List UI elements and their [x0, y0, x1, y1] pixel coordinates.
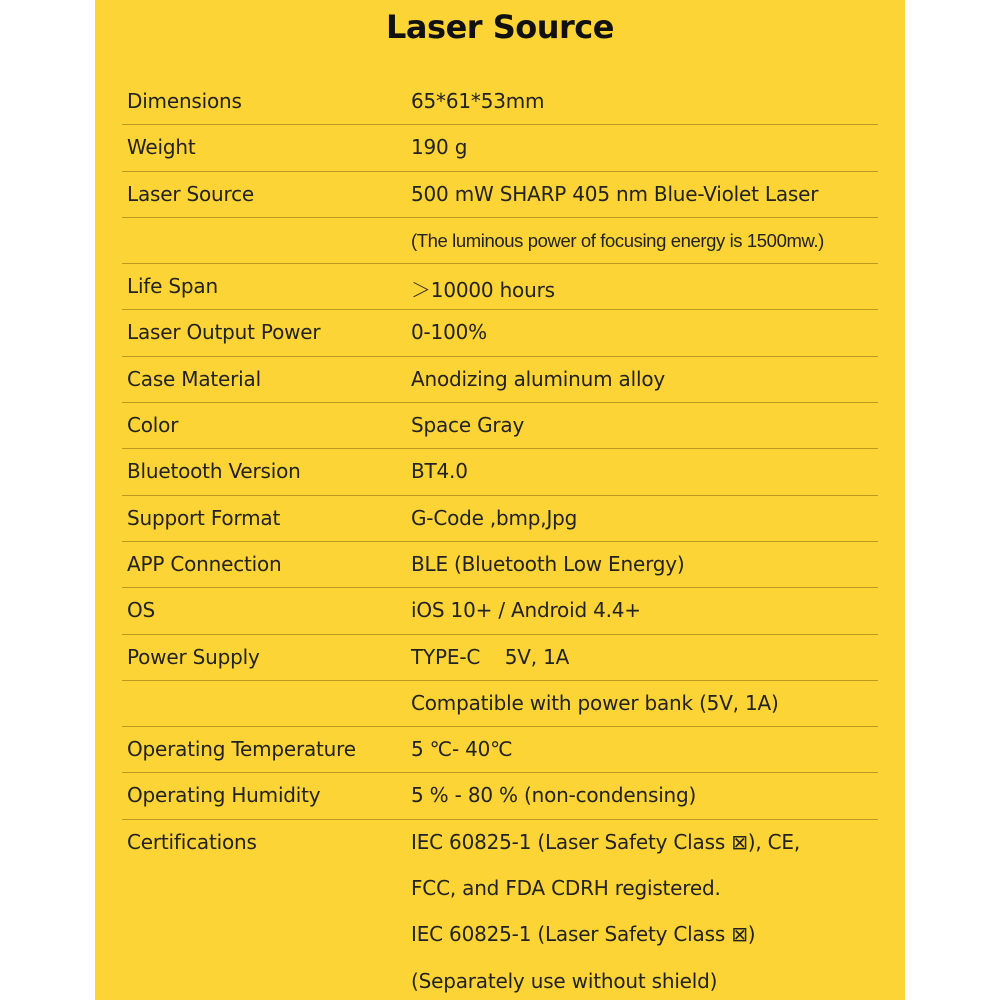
spec-row-certifications: [122, 820, 878, 866]
spec-label: Life Span: [127, 274, 218, 299]
spec-label: Laser Output Power: [127, 320, 321, 345]
spec-row-operating-humidity: [122, 773, 878, 819]
spec-value: Space Gray: [411, 413, 525, 438]
spec-row-laser-source: [122, 172, 878, 218]
spec-label: Operating Humidity: [127, 783, 321, 808]
spec-row-laser-source-note: [122, 218, 878, 264]
spec-value: (The luminous power of focusing energy is 1500mw.): [411, 229, 824, 251]
spec-label: Weight: [127, 135, 196, 160]
spec-row-power-supply-note: [122, 681, 878, 727]
spec-value: 5 % - 80 % (non-condensing): [411, 783, 697, 808]
spec-value: 190 g: [411, 135, 468, 160]
spec-row-app-connection: [122, 542, 878, 588]
spec-row-color: [122, 403, 878, 449]
spec-value: 0-100%: [411, 320, 487, 345]
spec-value: G-Code ,bmp,Jpg: [411, 505, 578, 530]
spec-row-laser-output-power: [122, 310, 878, 356]
spec-row-operating-temperature: [122, 727, 878, 773]
spec-value: 5 ℃- 40℃: [411, 737, 513, 762]
spec-row-case-material: [122, 357, 878, 403]
spec-row-certifications-line2: [122, 866, 878, 912]
spec-row-support-format: [122, 496, 878, 542]
spec-value: TYPE-C 5V, 1A: [411, 644, 570, 669]
spec-label: APP Connection: [127, 551, 282, 576]
spec-row-certifications-line3: [122, 912, 878, 958]
spec-value: BLE (Bluetooth Low Energy): [411, 551, 685, 576]
spec-value: FCC, and FDA CDRH registered.: [411, 876, 721, 901]
spec-label: OS: [127, 598, 156, 623]
spec-value: Compatible with power bank (5V, 1A): [411, 690, 779, 715]
spec-row-dimensions: [122, 79, 878, 125]
spec-table: [122, 79, 878, 1000]
spec-value: BT4.0: [411, 459, 468, 484]
spec-label: Bluetooth Version: [127, 459, 301, 484]
spec-row-certifications-line4: [122, 959, 878, 1000]
spec-label: Case Material: [127, 366, 261, 391]
spec-row-weight: [122, 125, 878, 171]
spec-value: IEC 60825-1 (Laser Safety Class ⊠), CE,: [411, 829, 801, 854]
spec-value: 65*61*53mm: [411, 89, 545, 113]
spec-row-bluetooth-version: [122, 449, 878, 495]
spec-value: Anodizing aluminum alloy: [411, 366, 665, 391]
spec-value: ＞10000 hours: [411, 278, 555, 303]
spec-row-life-span: [122, 264, 878, 310]
spec-label: Laser Source: [127, 181, 254, 206]
spec-label: Operating Temperature: [127, 737, 356, 762]
spec-value: iOS 10+ / Android 4.4+: [411, 598, 641, 623]
spec-label: Dimensions: [127, 89, 242, 113]
spec-label: Power Supply: [127, 644, 260, 669]
spec-row-os: [122, 588, 878, 634]
spec-label: Support Format: [127, 505, 281, 530]
page-title: Laser Source: [386, 8, 614, 46]
spec-panel: [95, 0, 905, 1000]
spec-label: Certifications: [127, 829, 257, 854]
spec-value: IEC 60825-1 (Laser Safety Class ⊠): [411, 922, 756, 947]
spec-value: 500 mW SHARP 405 nm Blue-Violet Laser: [411, 181, 819, 206]
spec-value: (Separately use without shield): [411, 968, 718, 993]
spec-row-power-supply: [122, 635, 878, 681]
spec-label: Color: [127, 413, 179, 438]
